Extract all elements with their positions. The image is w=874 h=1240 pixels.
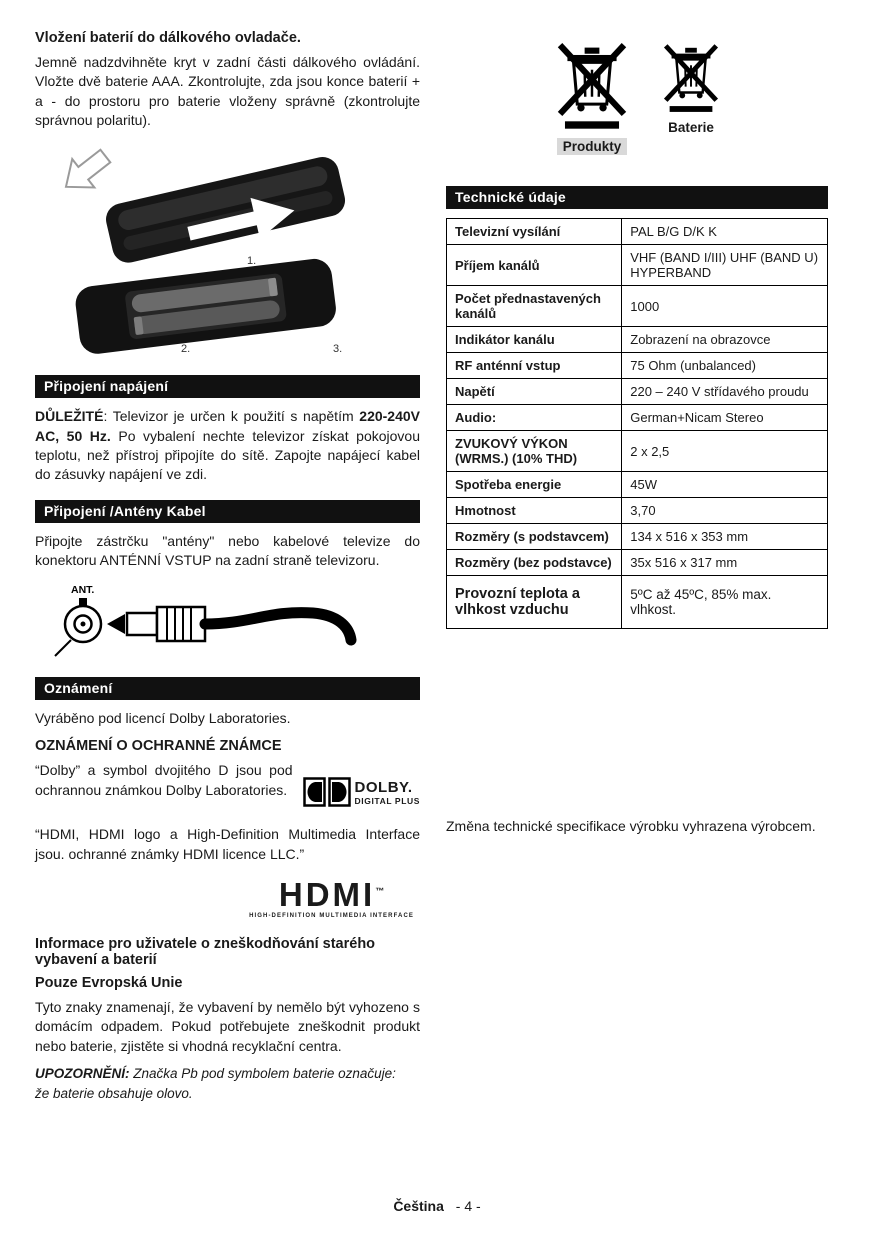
weee-crossed-bin-products-icon bbox=[549, 30, 635, 134]
footer-language: Čeština bbox=[393, 1198, 444, 1214]
spec-value: 134 x 516 x 353 mm bbox=[622, 524, 828, 550]
antenna-socket-icon bbox=[55, 598, 101, 656]
spec-row-voltage bbox=[447, 379, 828, 405]
spec-label: Provozní teplota a vlhkost vzduchu bbox=[447, 576, 622, 629]
spec-label: ZVUKOVÝ VÝKON (WRMS.) (10% THD) bbox=[447, 431, 622, 472]
hdmi-trademark-text: “HDMI, HDMI logo a High-Definition Multimedia Interface jsou. ochranné známky HDMI licence LLC.” bbox=[35, 826, 420, 862]
power-connection-text: DŮLEŽITÉ: Televizor je určen k použití s napětím 220-240V AC, 50 Hz. Po vybalení nechte televizor získat pokojovou teplotu, než přístroj připojíte do sítě. Zapojte napájecí kabel do zásuvky napájení ve zdi. bbox=[35, 408, 420, 483]
hdmi-logo-wordmark: HDMI bbox=[278, 876, 376, 914]
dolby-trademark-paragraph bbox=[35, 761, 420, 811]
spec-value: 220 – 240 V střídavého proudu bbox=[622, 379, 828, 405]
weee-crossed-bin-batteries-icon bbox=[657, 34, 725, 116]
spec-value: 3,70 bbox=[622, 498, 828, 524]
important-label: DŮLEŽITÉ bbox=[35, 408, 104, 425]
spec-row-rf-input bbox=[447, 353, 828, 379]
antenna-cable bbox=[205, 613, 351, 640]
pb-warning-text: UPOZORNĚNÍ: Značka Pb pod symbolem baterie označuje: že baterie obsahuje olovo. bbox=[35, 1066, 396, 1102]
hdmi-logo-subtitle: HIGH-DEFINITION MULTIMEDIA INTERFACE bbox=[249, 913, 414, 920]
spec-row-channel-indicator bbox=[447, 327, 828, 353]
ant-socket-label: ANT. bbox=[71, 584, 95, 597]
hdmi-tm-mark: ™ bbox=[375, 886, 385, 897]
spec-label: Audio: bbox=[447, 405, 622, 431]
dolby-double-d-icon bbox=[303, 777, 351, 807]
spec-row-weight bbox=[447, 498, 828, 524]
weee-products-label: Produkty bbox=[557, 138, 628, 155]
spec-row-power-consumption bbox=[447, 472, 828, 498]
spec-row-audio bbox=[447, 405, 828, 431]
footer-page-number: - 4 - bbox=[455, 1198, 481, 1214]
spec-value: 1000 bbox=[622, 286, 828, 327]
voltage-spec: 220-240V AC, 50 Hz. bbox=[35, 408, 420, 444]
antenna-connection-figure bbox=[45, 580, 375, 662]
spec-value: German+Nicam Stereo bbox=[622, 405, 828, 431]
spec-row-audio-power bbox=[447, 431, 828, 472]
weee-batteries-label: Baterie bbox=[668, 120, 714, 135]
spec-value: VHF (BAND I/III) UHF (BAND U) HYPERBAND bbox=[622, 245, 828, 286]
battery-instructions-text: Jemně nadzdvihněte kryt v zadní části dálkového ovládání. Vložte dvě baterie AAA. Zkontrolujte, zda jsou konce baterií + a - do prostoru pro baterie vloženy správně (zkontrolujte správnou polaritu). bbox=[35, 54, 420, 128]
spec-row-dimensions-with-stand bbox=[447, 524, 828, 550]
spec-label: RF anténní vstup bbox=[447, 353, 622, 379]
spec-value: 45W bbox=[622, 472, 828, 498]
spec-value: 35x 516 x 317 mm bbox=[622, 550, 828, 576]
weee-batteries bbox=[657, 34, 725, 135]
antenna-connection-text: Připojte zástrčku "antény" nebo kabelové televize do konektoru ANTÉNNÍ VSTUP na zadní straně televizoru. bbox=[35, 532, 420, 568]
disposal-heading: Informace pro uživatele o zneškodňování starého vybavení a baterií bbox=[35, 936, 376, 969]
spec-label: Rozměry (s podstavcem) bbox=[447, 524, 622, 550]
spec-label: Rozměry (bez podstavce) bbox=[447, 550, 622, 576]
page-footer bbox=[0, 1198, 874, 1214]
weee-products bbox=[549, 30, 635, 155]
warning-label: UPOZORNĚNÍ: bbox=[35, 1066, 130, 1081]
dolby-logo-wordmark: DOLBY. bbox=[354, 778, 413, 796]
antenna-plug-icon bbox=[127, 607, 205, 641]
spec-label: Indikátor kanálu bbox=[447, 327, 622, 353]
spec-value: 2 x 2,5 bbox=[622, 431, 828, 472]
spec-row-dimensions-without-stand bbox=[447, 550, 828, 576]
tech-specs-header: Technické údaje bbox=[446, 186, 828, 209]
spec-row-preset-channels bbox=[447, 286, 828, 327]
dolby-license-text: Vyráběno pod licencí Dolby Laboratories. bbox=[35, 710, 291, 727]
spec-label: Napětí bbox=[447, 379, 622, 405]
tech-specs-table bbox=[446, 218, 828, 629]
dolby-logo-subtitle: DIGITAL PLUS bbox=[354, 795, 420, 806]
figure-step-1: 1. bbox=[247, 255, 257, 268]
spec-label: Počet přednastavených kanálů bbox=[447, 286, 622, 327]
spec-value: Zobrazení na obrazovce bbox=[622, 327, 828, 353]
figure-step-3: 3. bbox=[333, 343, 343, 356]
spec-label: Hmotnost bbox=[447, 498, 622, 524]
right-column bbox=[446, 30, 828, 1105]
left-column bbox=[35, 30, 420, 1105]
notice-header: Oznámení bbox=[35, 677, 420, 700]
spec-label: Příjem kanálů bbox=[447, 245, 622, 286]
power-connection-header: Připojení napájení bbox=[35, 375, 420, 398]
dolby-digital-plus-logo bbox=[303, 777, 420, 807]
spec-value: 75 Ohm (unbalanced) bbox=[622, 353, 828, 379]
dolby-trademark-text: “Dolby” a symbol dvojitého D jsou pod ochrannou známkou Dolby Laboratories. bbox=[35, 762, 293, 798]
spec-label: Televizní vysílání bbox=[447, 219, 622, 245]
spec-row-operating-temperature bbox=[447, 576, 828, 629]
remote-battery-figure bbox=[35, 142, 420, 360]
spec-label: Spotřeba energie bbox=[447, 472, 622, 498]
slide-direction-arrow-icon bbox=[55, 142, 117, 201]
disposal-text: Tyto znaky znamenají, že vybavení by nemělo být vyhozeno s domácím odpadem. Pokud potřebujete zneškodnit produkt nebo baterie, zjistěte si vhodná recyklační centra. bbox=[35, 999, 420, 1054]
weee-symbols bbox=[446, 30, 828, 180]
spec-row-channel-reception bbox=[447, 245, 828, 286]
eu-only-heading: Pouze Evropská Unie bbox=[35, 975, 183, 992]
trademark-notice-heading: OZNÁMENÍ O OCHRANNÉ ZNÁMCE bbox=[35, 738, 282, 755]
spec-row-tv-system bbox=[447, 219, 828, 245]
battery-instructions-heading: Vložení baterií do dálkového ovladače. bbox=[35, 30, 301, 46]
spec-value: PAL B/G D/K K bbox=[622, 219, 828, 245]
plug-direction-arrow-icon bbox=[107, 614, 125, 634]
antenna-connection-header: Připojení /Antény Kabel bbox=[35, 500, 420, 523]
spec-change-note: Změna technické specifikace výrobku vyhrazena výrobcem. bbox=[446, 818, 816, 834]
hdmi-logo bbox=[35, 878, 414, 922]
figure-step-2: 2. bbox=[181, 343, 191, 356]
spec-value: 5ºC až 45ºC, 85% max. vlhkost. bbox=[622, 576, 828, 629]
